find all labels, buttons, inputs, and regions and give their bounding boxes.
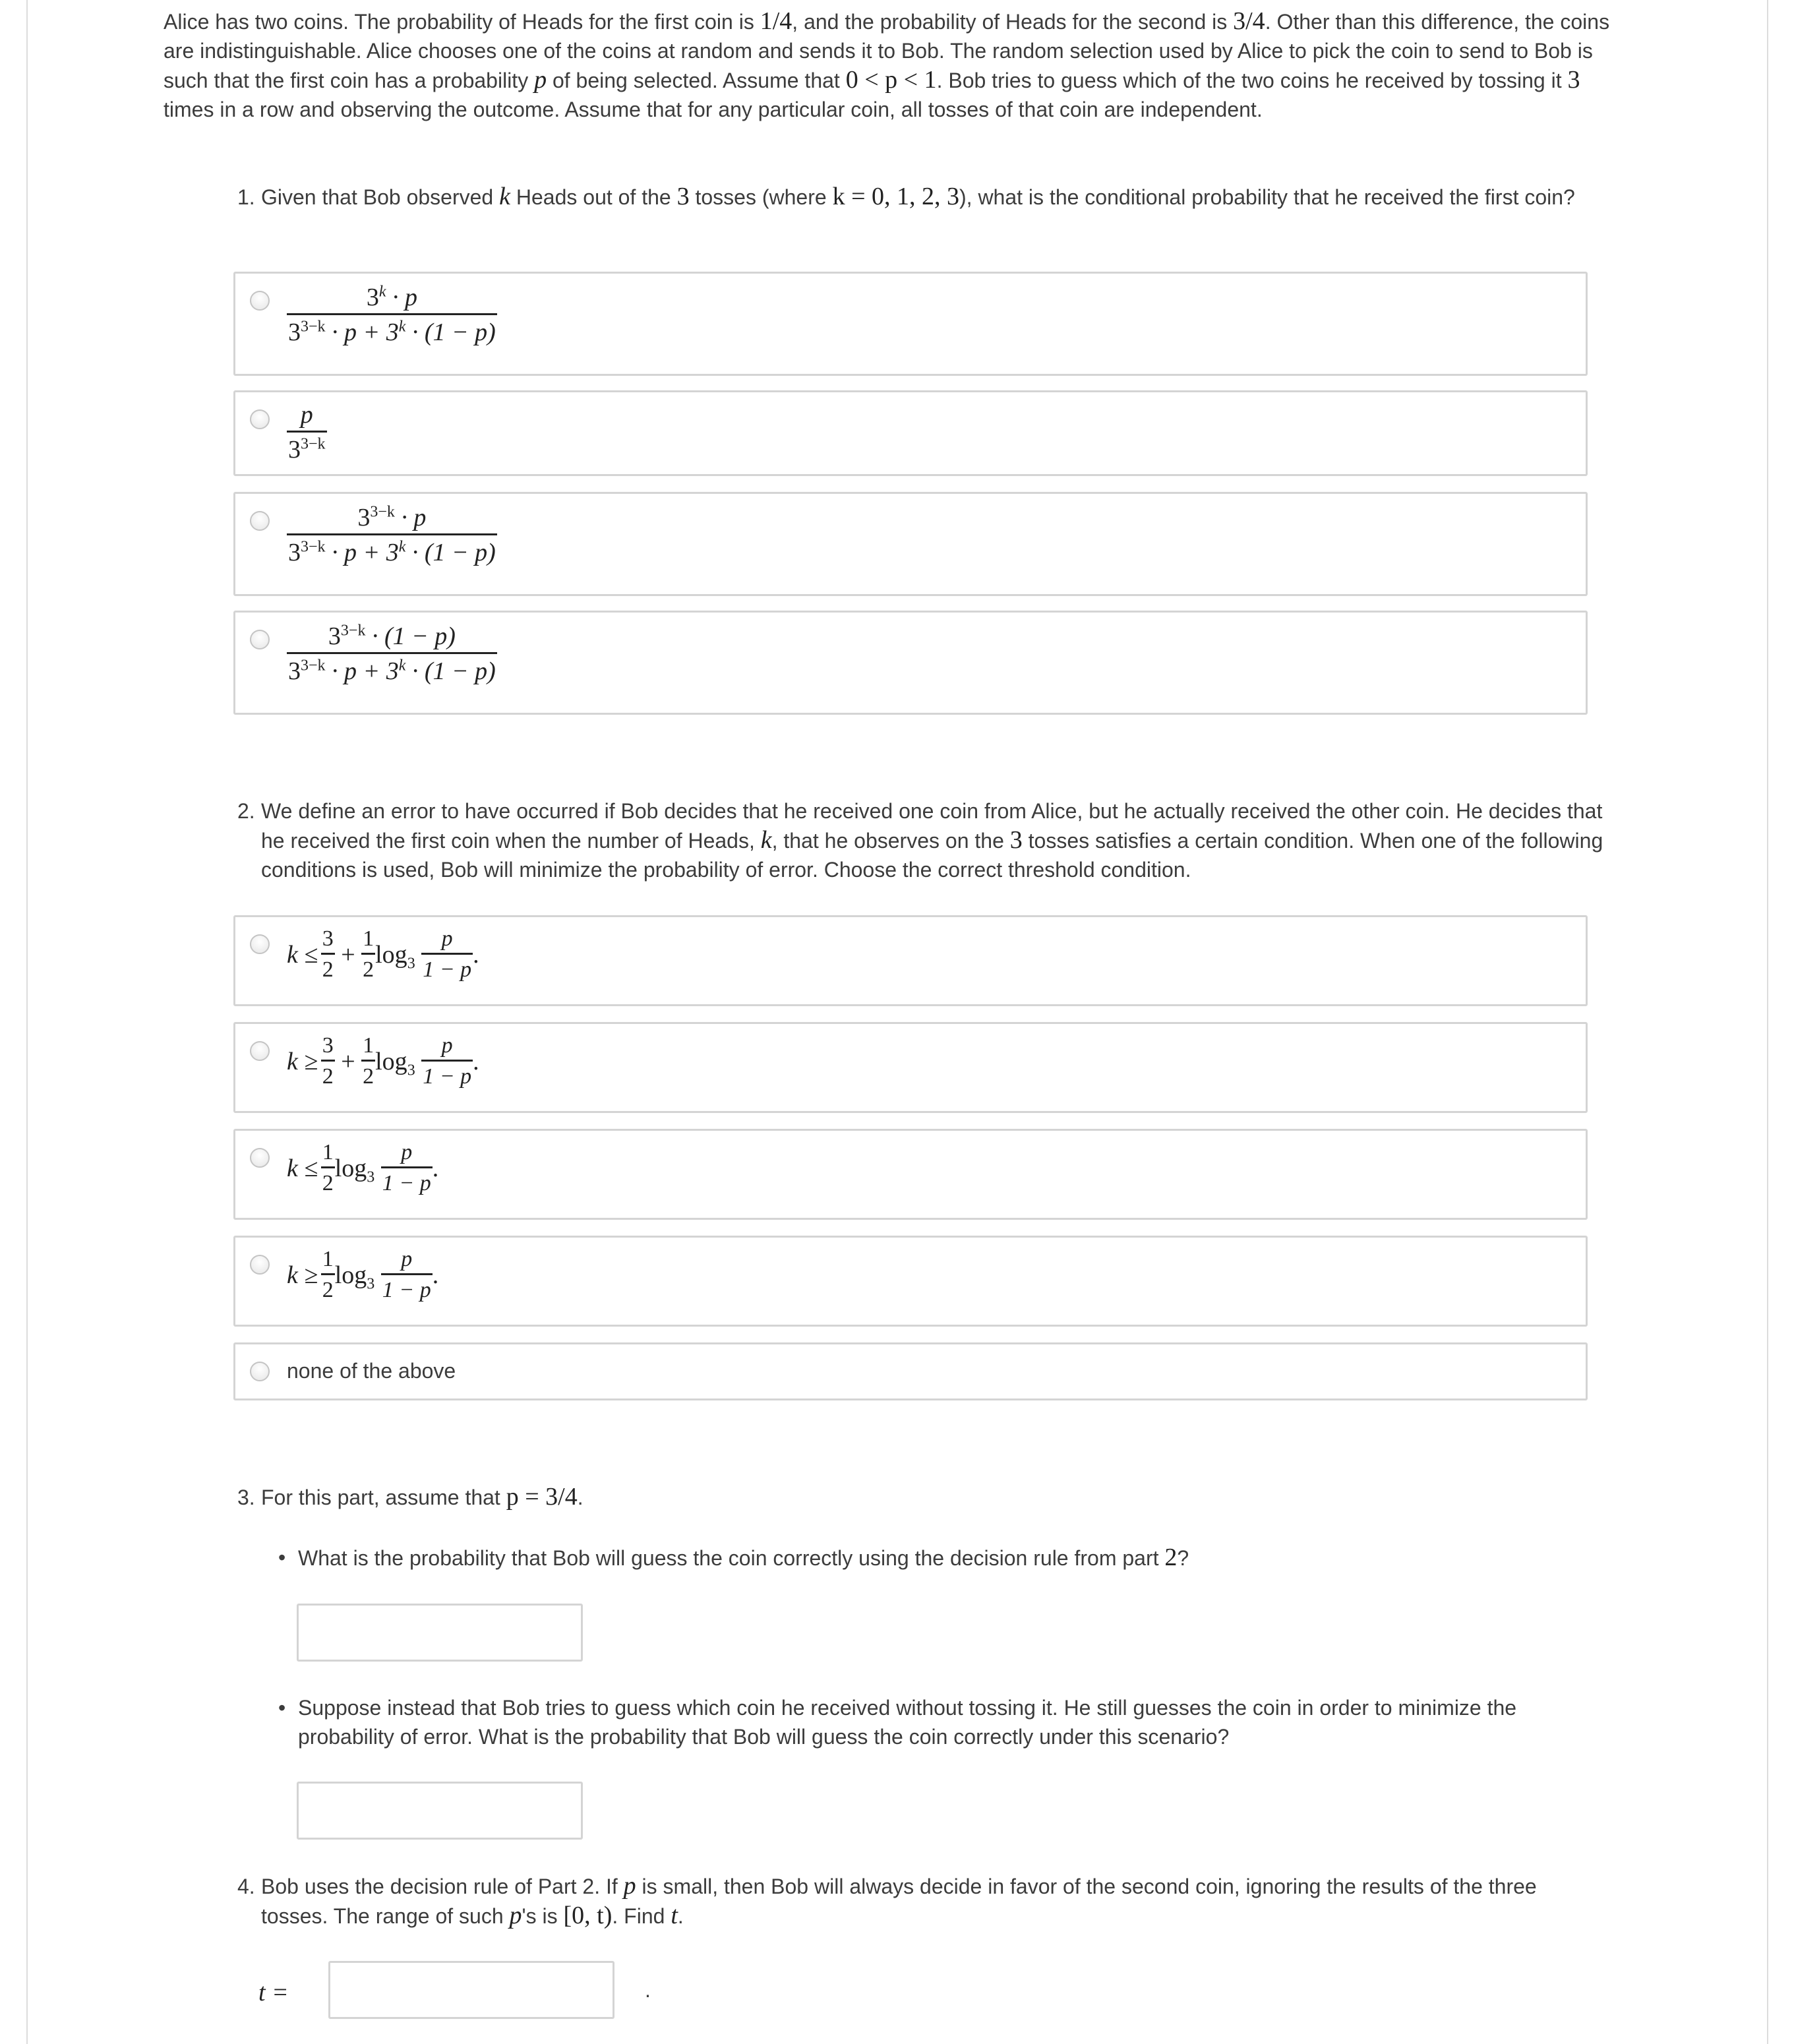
q2-option-2-radio[interactable] [250, 1041, 270, 1061]
q1-option-1[interactable] [233, 272, 1588, 376]
q1-option-1-expression: $\frac{3^k \cdot p}{3^{3-k} \cdot p + 3^k \cdot (1 - p)}$ [288, 283, 496, 346]
q1-option-3-expression: $\frac{3^{3-k} \cdot p}{3^{3-k} \cdot p + 3^k \cdot (1 - p)}$ [288, 503, 496, 566]
q2-option-4[interactable] [233, 1236, 1588, 1327]
q3-answer-1-input[interactable] [297, 1604, 583, 1662]
q2-option-3-radio[interactable] [250, 1148, 270, 1168]
q2-option-none-label: none of the above [287, 1359, 456, 1383]
q1-option-3-radio[interactable] [250, 511, 270, 531]
q2-option-3-expression: k ≤ $\frac{1}{2}$ $\log_3$ $\frac{p}{1 - p}$ . [287, 1140, 439, 1195]
q2-option-3[interactable] [233, 1129, 1588, 1220]
q1-option-2[interactable] [233, 390, 1588, 476]
q2-option-2[interactable] [233, 1022, 1588, 1113]
q2-option-none-radio[interactable] [250, 1362, 270, 1381]
q1-option-4-expression: $\frac{3^{3-k} \cdot (1 - p)}{3^{3-k} \cdot p + 3^k \cdot (1 - p)}$ [288, 622, 496, 685]
q2-option-1-expression: k ≤ $\frac{3}{2}$ + $\frac{1}{2}$ $\log_3$ $\frac{p}{1 - p}$ . [287, 926, 479, 982]
q1-option-2-radio[interactable] [250, 409, 270, 429]
q1-option-3[interactable] [233, 492, 1588, 596]
question-3-text: 3. For this part, assume that p = 3/4. [237, 1483, 583, 1511]
q1-option-1-radio[interactable] [250, 291, 270, 311]
q4-answer-input[interactable] [328, 1961, 614, 2019]
question-2-text: 2. We define an error to have occurred if Bob decides that he received one coin from Alice, but he actually received the other coin. He decides that he received the first coin when the number of Heads, k, that he observes on the 3 tosses satisfies a certain condition. When one of the following conditions is used, Bob will minimize the probability of error. Choose the correct threshold condition. [237, 799, 1603, 882]
q3-answer-2-input[interactable] [297, 1782, 583, 1840]
q2-option-4-radio[interactable] [250, 1255, 270, 1275]
problem-intro: Alice has two coins. The probability of Heads for the first coin is 1/4, and the probability of Heads for the second is 3/4. Other than this difference, the coins are indistinguishable. Alice chooses one of the coins at random and sends it to Bob. The random selection used by Alice to pick the coin to send to Bob is such that the first coin has a probability p of being selected. Assume that 0 < p < 1. Bob tries to guess which of the two coins he received by tossing it 3 times in a row and observing the outcome. Assume that for any particular coin, all tosses of that coin are independent. [164, 7, 1610, 121]
q1-option-4[interactable] [233, 611, 1588, 715]
question-1-text: 1. Given that Bob observed k Heads out of the 3 tosses (where k = 0, 1, 2, 3), what is the conditional probability that he received the first coin? [237, 183, 1575, 210]
q2-option-none[interactable] [233, 1342, 1588, 1400]
q2-option-1[interactable] [233, 915, 1588, 1006]
q2-option-1-radio[interactable] [250, 934, 270, 954]
q2-option-2-expression: k ≥ $\frac{3}{2}$ + $\frac{1}{2}$ $\log_3$ $\frac{p}{1 - p}$ . [287, 1033, 479, 1089]
q3-bullet-1: • What is the probability that Bob will guess the coin correctly using the decision rule from part 2? [278, 1544, 1189, 1571]
q4-trailing-period: . [645, 1978, 651, 2002]
q1-option-2-expression: $\frac{p}{3^{3-k}}$ [288, 401, 326, 464]
q2-option-4-expression: k ≥ $\frac{1}{2}$ $\log_3$ $\frac{p}{1 - p}$ . [287, 1247, 439, 1302]
q3-bullet-2: • Suppose instead that Bob tries to guess which coin he received without tossing it. He still guesses the coin in order to minimize the probability of error. What is the probability that Bob will guess the coin correctly under this scenario? [278, 1696, 1517, 1749]
q4-answer-label: t = [258, 1979, 289, 2006]
q1-option-4-radio[interactable] [250, 630, 270, 649]
question-4-text: 4. Bob uses the decision rule of Part 2. If p is small, then Bob will always decide in favor of the second coin, ignoring the results of the three tosses. The range of such p's is [0, t). Find t. [237, 1872, 1537, 1929]
